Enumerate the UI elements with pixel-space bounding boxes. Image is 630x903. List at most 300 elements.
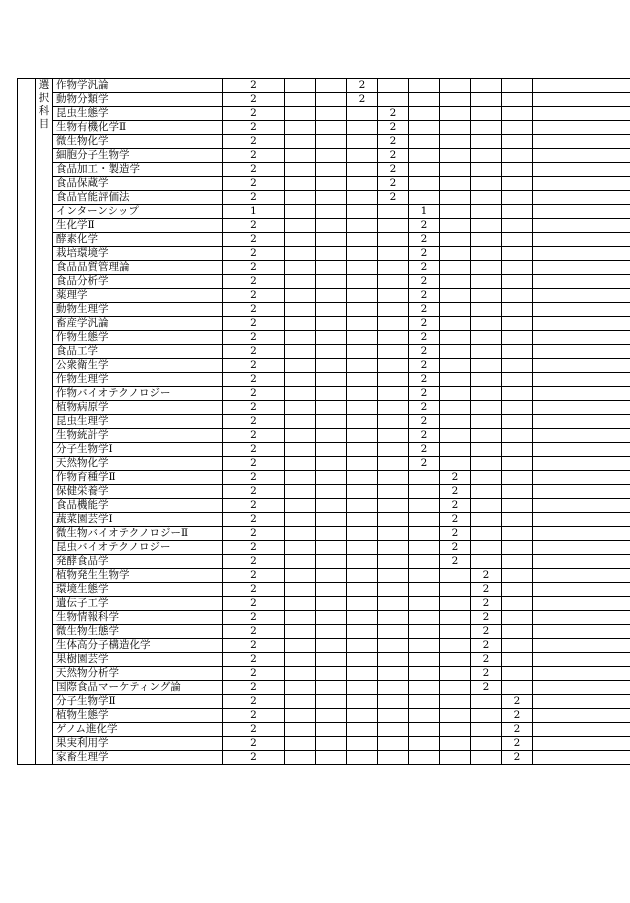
semester-8-cell — [502, 331, 533, 345]
semester-8-cell — [502, 681, 533, 695]
semester-2-cell — [316, 611, 347, 625]
credits-cell: 2 — [223, 555, 285, 569]
semester-4-cell: 2 — [378, 149, 409, 163]
semester-8-cell — [502, 163, 533, 177]
semester-3-cell — [347, 737, 378, 751]
remarks-cell — [533, 121, 630, 135]
semester-7-cell — [471, 499, 502, 513]
category-char: 科 — [38, 105, 50, 117]
semester-7-cell — [471, 121, 502, 135]
semester-3-cell — [347, 205, 378, 219]
semester-1-cell — [285, 457, 316, 471]
semester-2-cell — [316, 583, 347, 597]
semester-3-cell — [347, 499, 378, 513]
table-row — [18, 401, 630, 415]
semester-6-cell — [440, 317, 471, 331]
semester-1-cell — [285, 205, 316, 219]
semester-1-cell — [285, 709, 316, 723]
credits-cell: 2 — [223, 303, 285, 317]
semester-4-cell — [378, 261, 409, 275]
credits-cell: 2 — [223, 485, 285, 499]
semester-1-cell — [285, 331, 316, 345]
course-name: 生体高分子構造化学 — [53, 639, 223, 653]
course-name: インターンシップ — [53, 205, 223, 219]
semester-2-cell — [316, 555, 347, 569]
semester-5-cell: 2 — [409, 401, 440, 415]
semester-7-cell — [471, 359, 502, 373]
semester-8-cell — [502, 653, 533, 667]
semester-5-cell — [409, 555, 440, 569]
semester-6-cell — [440, 429, 471, 443]
semester-1-cell — [285, 373, 316, 387]
semester-2-cell — [316, 667, 347, 681]
semester-5-cell — [409, 569, 440, 583]
remarks-cell — [533, 275, 630, 289]
semester-3-cell — [347, 121, 378, 135]
course-name: 食品分析学 — [53, 275, 223, 289]
semester-7-cell — [471, 373, 502, 387]
table-row — [18, 373, 630, 387]
semester-2-cell — [316, 737, 347, 751]
semester-1-cell — [285, 317, 316, 331]
table-row — [18, 709, 630, 723]
credits-cell: 2 — [223, 345, 285, 359]
credits-cell: 2 — [223, 653, 285, 667]
credits-cell: 2 — [223, 583, 285, 597]
credits-cell: 1 — [223, 205, 285, 219]
credits-cell: 2 — [223, 597, 285, 611]
semester-4-cell — [378, 429, 409, 443]
semester-5-cell — [409, 639, 440, 653]
remarks-cell — [533, 387, 630, 401]
table-row — [18, 121, 630, 135]
semester-1-cell — [285, 667, 316, 681]
semester-2-cell — [316, 597, 347, 611]
category-label — [36, 79, 53, 765]
credits-cell: 2 — [223, 289, 285, 303]
semester-4-cell — [378, 653, 409, 667]
table-row — [18, 513, 630, 527]
semester-4-cell: 2 — [378, 135, 409, 149]
semester-8-cell — [502, 233, 533, 247]
semester-2-cell — [316, 359, 347, 373]
semester-4-cell — [378, 751, 409, 765]
semester-8-cell — [502, 93, 533, 107]
semester-3-cell: 2 — [347, 79, 378, 93]
category-char: 目 — [38, 118, 50, 130]
semester-1-cell — [285, 443, 316, 457]
semester-1-cell — [285, 163, 316, 177]
semester-1-cell — [285, 751, 316, 765]
course-name: 食品官能評価法 — [53, 191, 223, 205]
semester-6-cell — [440, 387, 471, 401]
semester-7-cell: 2 — [471, 569, 502, 583]
remarks-cell — [533, 527, 630, 541]
credits-cell: 2 — [223, 723, 285, 737]
table-row — [18, 555, 630, 569]
semester-7-cell: 2 — [471, 653, 502, 667]
semester-7-cell: 2 — [471, 611, 502, 625]
remarks-cell — [533, 373, 630, 387]
semester-3-cell — [347, 527, 378, 541]
course-name: 昆虫生理学 — [53, 415, 223, 429]
course-name: ゲノム進化学 — [53, 723, 223, 737]
semester-5-cell — [409, 471, 440, 485]
credits-cell: 2 — [223, 513, 285, 527]
semester-8-cell — [502, 149, 533, 163]
semester-1-cell — [285, 597, 316, 611]
credits-cell: 2 — [223, 751, 285, 765]
semester-7-cell: 2 — [471, 597, 502, 611]
remarks-cell — [533, 149, 630, 163]
semester-8-cell: 2 — [502, 751, 533, 765]
semester-7-cell — [471, 737, 502, 751]
semester-2-cell — [316, 639, 347, 653]
semester-8-cell — [502, 597, 533, 611]
semester-4-cell — [378, 359, 409, 373]
semester-3-cell — [347, 695, 378, 709]
credits-cell: 2 — [223, 79, 285, 93]
remarks-cell — [533, 429, 630, 443]
semester-7-cell — [471, 219, 502, 233]
remarks-cell — [533, 681, 630, 695]
credits-cell: 2 — [223, 275, 285, 289]
semester-7-cell — [471, 443, 502, 457]
semester-1-cell — [285, 149, 316, 163]
semester-6-cell — [440, 121, 471, 135]
semester-1-cell — [285, 583, 316, 597]
semester-5-cell: 2 — [409, 247, 440, 261]
table-row — [18, 499, 630, 513]
semester-6-cell — [440, 107, 471, 121]
semester-6-cell — [440, 625, 471, 639]
semester-5-cell — [409, 709, 440, 723]
remarks-cell — [533, 289, 630, 303]
semester-6-cell — [440, 695, 471, 709]
credits-cell: 2 — [223, 317, 285, 331]
semester-7-cell — [471, 317, 502, 331]
semester-8-cell — [502, 247, 533, 261]
remarks-cell — [533, 485, 630, 499]
course-name: 天然物分析学 — [53, 667, 223, 681]
semester-7-cell — [471, 275, 502, 289]
table-row — [18, 205, 630, 219]
semester-5-cell — [409, 485, 440, 499]
semester-4-cell — [378, 513, 409, 527]
semester-6-cell — [440, 597, 471, 611]
semester-3-cell — [347, 387, 378, 401]
remarks-cell — [533, 359, 630, 373]
semester-7-cell — [471, 695, 502, 709]
credits-cell: 2 — [223, 401, 285, 415]
semester-3-cell — [347, 219, 378, 233]
semester-8-cell — [502, 401, 533, 415]
remarks-cell — [533, 177, 630, 191]
table-row — [18, 415, 630, 429]
semester-5-cell — [409, 163, 440, 177]
semester-4-cell — [378, 79, 409, 93]
semester-7-cell — [471, 261, 502, 275]
table-row — [18, 681, 630, 695]
semester-7-cell — [471, 233, 502, 247]
semester-6-cell — [440, 737, 471, 751]
semester-6-cell — [440, 219, 471, 233]
table-row — [18, 751, 630, 765]
semester-3-cell — [347, 653, 378, 667]
table-row — [18, 485, 630, 499]
semester-6-cell: 2 — [440, 485, 471, 499]
remarks-cell — [533, 457, 630, 471]
table-row — [18, 93, 630, 107]
course-name: 生物統計学 — [53, 429, 223, 443]
semester-2-cell — [316, 261, 347, 275]
semester-1-cell — [285, 611, 316, 625]
semester-3-cell — [347, 429, 378, 443]
remarks-cell — [533, 625, 630, 639]
semester-5-cell — [409, 121, 440, 135]
credits-cell: 2 — [223, 331, 285, 345]
semester-6-cell — [440, 289, 471, 303]
table-row — [18, 443, 630, 457]
table-row — [18, 583, 630, 597]
semester-2-cell — [316, 653, 347, 667]
semester-4-cell: 2 — [378, 163, 409, 177]
semester-3-cell — [347, 639, 378, 653]
semester-2-cell — [316, 499, 347, 513]
remarks-cell — [533, 93, 630, 107]
semester-6-cell — [440, 457, 471, 471]
semester-4-cell — [378, 569, 409, 583]
semester-3-cell — [347, 177, 378, 191]
semester-4-cell — [378, 317, 409, 331]
semester-2-cell — [316, 135, 347, 149]
semester-4-cell: 2 — [378, 191, 409, 205]
semester-5-cell: 2 — [409, 457, 440, 471]
table-row — [18, 135, 630, 149]
semester-3-cell — [347, 709, 378, 723]
semester-3-cell — [347, 401, 378, 415]
semester-8-cell — [502, 527, 533, 541]
remarks-cell — [533, 695, 630, 709]
semester-4-cell — [378, 93, 409, 107]
remarks-cell — [533, 639, 630, 653]
semester-8-cell — [502, 583, 533, 597]
semester-6-cell — [440, 233, 471, 247]
semester-3-cell — [347, 331, 378, 345]
table-row — [18, 723, 630, 737]
semester-8-cell — [502, 345, 533, 359]
remarks-cell — [533, 611, 630, 625]
course-name: 栽培環境学 — [53, 247, 223, 261]
semester-3-cell — [347, 233, 378, 247]
semester-1-cell — [285, 93, 316, 107]
semester-7-cell — [471, 401, 502, 415]
semester-2-cell — [316, 471, 347, 485]
remarks-cell — [533, 513, 630, 527]
course-name: 植物生態学 — [53, 709, 223, 723]
course-name: 昆虫バイオテクノロジー — [53, 541, 223, 555]
semester-6-cell — [440, 681, 471, 695]
semester-5-cell — [409, 499, 440, 513]
remarks-cell — [533, 583, 630, 597]
semester-4-cell — [378, 527, 409, 541]
remarks-cell — [533, 569, 630, 583]
semester-6-cell — [440, 247, 471, 261]
semester-7-cell — [471, 163, 502, 177]
semester-3-cell — [347, 625, 378, 639]
table-row — [18, 653, 630, 667]
semester-6-cell — [440, 653, 471, 667]
table-row — [18, 471, 630, 485]
semester-7-cell: 2 — [471, 625, 502, 639]
credits-cell: 2 — [223, 527, 285, 541]
semester-5-cell — [409, 93, 440, 107]
semester-2-cell — [316, 401, 347, 415]
semester-2-cell — [316, 569, 347, 583]
semester-8-cell: 2 — [502, 695, 533, 709]
table-row — [18, 303, 630, 317]
semester-8-cell — [502, 261, 533, 275]
semester-5-cell — [409, 541, 440, 555]
semester-7-cell — [471, 289, 502, 303]
semester-1-cell — [285, 247, 316, 261]
credits-cell: 2 — [223, 177, 285, 191]
semester-6-cell — [440, 401, 471, 415]
semester-6-cell — [440, 261, 471, 275]
course-name: 国際食品マーケティング論 — [53, 681, 223, 695]
semester-4-cell — [378, 639, 409, 653]
semester-1-cell — [285, 275, 316, 289]
semester-2-cell — [316, 527, 347, 541]
course-name: 作物生態学 — [53, 331, 223, 345]
remarks-cell — [533, 723, 630, 737]
remarks-cell — [533, 667, 630, 681]
semester-7-cell — [471, 331, 502, 345]
semester-1-cell — [285, 79, 316, 93]
semester-1-cell — [285, 387, 316, 401]
semester-6-cell — [440, 163, 471, 177]
table-row — [18, 429, 630, 443]
semester-2-cell — [316, 751, 347, 765]
semester-2-cell — [316, 191, 347, 205]
course-name: 畜産学汎論 — [53, 317, 223, 331]
semester-7-cell — [471, 191, 502, 205]
semester-3-cell — [347, 373, 378, 387]
semester-4-cell — [378, 457, 409, 471]
semester-7-cell — [471, 387, 502, 401]
credits-cell: 2 — [223, 247, 285, 261]
semester-4-cell — [378, 583, 409, 597]
course-name: 遺伝子工学 — [53, 597, 223, 611]
semester-2-cell — [316, 107, 347, 121]
remarks-cell — [533, 163, 630, 177]
semester-2-cell — [316, 219, 347, 233]
semester-3-cell — [347, 135, 378, 149]
course-name: 分子生物学Ⅰ — [53, 443, 223, 457]
semester-2-cell — [316, 79, 347, 93]
course-name: 作物学汎論 — [53, 79, 223, 93]
credits-cell: 2 — [223, 93, 285, 107]
credits-cell: 2 — [223, 639, 285, 653]
course-name: 微生物化学 — [53, 135, 223, 149]
credits-cell: 2 — [223, 121, 285, 135]
semester-1-cell — [285, 121, 316, 135]
semester-7-cell — [471, 107, 502, 121]
semester-2-cell — [316, 541, 347, 555]
semester-2-cell — [316, 303, 347, 317]
semester-5-cell — [409, 149, 440, 163]
semester-4-cell — [378, 723, 409, 737]
semester-2-cell — [316, 513, 347, 527]
semester-5-cell: 2 — [409, 359, 440, 373]
semester-6-cell — [440, 569, 471, 583]
course-name: 果実利用学 — [53, 737, 223, 751]
semester-8-cell — [502, 317, 533, 331]
table-row — [18, 625, 630, 639]
semester-4-cell — [378, 303, 409, 317]
semester-8-cell — [502, 443, 533, 457]
remarks-cell — [533, 135, 630, 149]
semester-8-cell — [502, 177, 533, 191]
credits-cell: 2 — [223, 415, 285, 429]
semester-2-cell — [316, 121, 347, 135]
semester-3-cell — [347, 597, 378, 611]
semester-8-cell — [502, 485, 533, 499]
semester-6-cell — [440, 639, 471, 653]
semester-3-cell — [347, 583, 378, 597]
semester-5-cell — [409, 107, 440, 121]
semester-6-cell — [440, 135, 471, 149]
semester-5-cell — [409, 79, 440, 93]
semester-6-cell — [440, 359, 471, 373]
semester-8-cell — [502, 499, 533, 513]
credits-cell: 2 — [223, 373, 285, 387]
remarks-cell — [533, 219, 630, 233]
semester-4-cell — [378, 555, 409, 569]
table-row — [18, 639, 630, 653]
remarks-cell — [533, 597, 630, 611]
remarks-cell — [533, 79, 630, 93]
semester-8-cell — [502, 625, 533, 639]
remarks-cell — [533, 653, 630, 667]
semester-7-cell — [471, 303, 502, 317]
table-row — [18, 359, 630, 373]
table-row — [18, 163, 630, 177]
table-row — [18, 261, 630, 275]
semester-2-cell — [316, 345, 347, 359]
remarks-cell — [533, 499, 630, 513]
semester-1-cell — [285, 471, 316, 485]
table-row — [18, 331, 630, 345]
semester-3-cell — [347, 359, 378, 373]
semester-1-cell — [285, 191, 316, 205]
course-name: 果樹園芸学 — [53, 653, 223, 667]
semester-5-cell: 2 — [409, 415, 440, 429]
semester-5-cell: 2 — [409, 373, 440, 387]
semester-8-cell — [502, 457, 533, 471]
course-name: 生物有機化学Ⅱ — [53, 121, 223, 135]
semester-5-cell: 2 — [409, 289, 440, 303]
indent-cell — [18, 79, 36, 765]
semester-2-cell — [316, 149, 347, 163]
remarks-cell — [533, 107, 630, 121]
table-row — [18, 79, 630, 93]
course-name: 細胞分子生物学 — [53, 149, 223, 163]
credits-cell: 2 — [223, 135, 285, 149]
semester-1-cell — [285, 401, 316, 415]
semester-5-cell — [409, 667, 440, 681]
semester-8-cell — [502, 303, 533, 317]
